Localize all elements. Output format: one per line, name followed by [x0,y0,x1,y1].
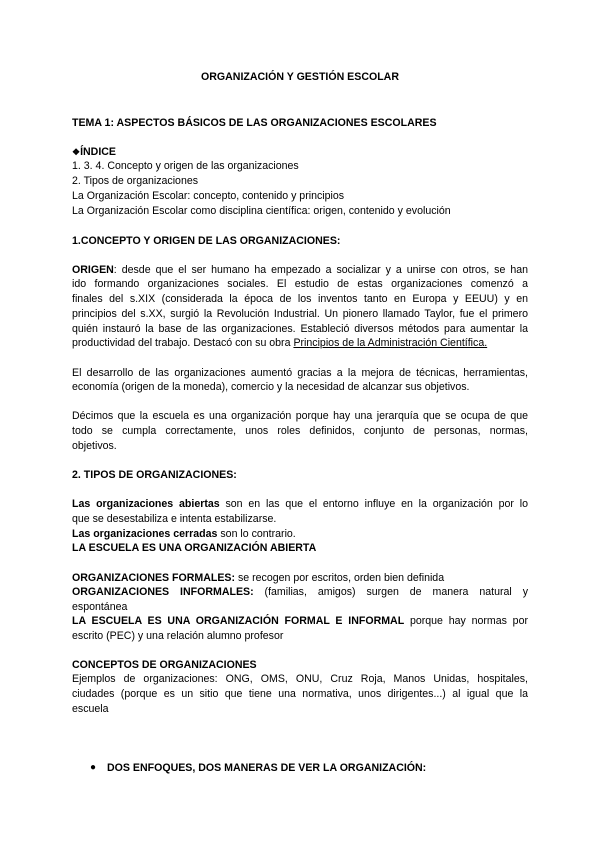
informales-line: espontánea [72,601,128,613]
indice-item: 2. Tipos de organizaciones [72,175,199,187]
cerradas-term: Las organizaciones cerradas [72,528,218,540]
conceptos-line: escuela [72,703,109,715]
informales-line [72,585,528,599]
desarrollo-line: economía (origen de la moneda), comercio y la necesidad de alcanzar sus objetivos. [72,381,470,393]
origen-lead: ORIGEN [72,264,114,276]
conceptos-line: ciudades (porque es un sitio que tiene una normativa, unos dirigentes...) al igual que la [72,688,528,700]
origen-line: quién instauró la base de las organizaciones. Estableció diversos métodos para aumentar la [72,323,528,335]
section1-heading: 1.CONCEPTO Y ORIGEN DE LAS ORGANIZACIONES: [72,235,341,247]
escuela-formal-statement: LA ESCUELA ES UNA ORGANIZACIÓN FORMAL E INFORMAL [72,615,405,627]
escuela-line: todo se cumpla correctamente, unos roles definidos, conjunto de personas, normas, [72,425,528,437]
origen-line: principios del s.XX, surgió la Revolución Industrial. Un pionero llamado Taylor, fue el primero [72,308,528,320]
bullet-heading: DOS ENFOQUES, DOS MANERAS DE VER LA ORGANIZACIÓN: [107,762,427,774]
indice-item: La Organización Escolar: concepto, contenido y principios [72,190,345,202]
origen-text: : desde que el ser humano ha empezado a socializar y a unirse con otros, se han [113,264,528,276]
escuela-formal-text: porque hay normas por [404,615,528,627]
document-title: ORGANIZACIÓN Y GESTIÓN ESCOLAR [201,71,399,83]
indice-heading-text: ÍNDICE [80,146,116,158]
formales-term: ORGANIZACIONES FORMALES: [72,572,236,584]
formales-text: se recogen por escritos, orden bien definida [235,572,445,584]
escuela-formal-line [72,614,528,628]
obra-title-link[interactable]: Principios de la Administración Científica. [293,337,488,349]
abiertas-text: son en las que el entorno influye en la organización por lo [219,498,528,510]
conceptos-line: Ejemplos de organizaciones: ONG, OMS, ONU, Cruz Roja, Manos Unidas, hospitales, [72,673,528,685]
origen-line: finales del s.XIX (considerada la época de los inventos tanto en Europa y EEUU) y en [72,293,528,305]
section2-heading: 2. TIPOS DE ORGANIZACIONES: [72,469,237,481]
indice-item: 1. 3. 4. Concepto y origen de las organizaciones [72,160,299,172]
diamond-bullet-icon: ❖ [72,147,81,157]
conceptos-heading: CONCEPTOS DE ORGANIZACIONES [72,659,257,671]
tema-heading: TEMA 1: ASPECTOS BÁSICOS DE LAS ORGANIZACIONES ESCOLARES [72,117,437,129]
formales-line [72,571,528,585]
escuela-abierta-statement: LA ESCUELA ES UNA ORGANIZACIÓN ABIERTA [72,542,317,554]
informales-text: (familias, amigos) surgen de manera natural y [253,586,528,598]
abiertas-line [72,497,528,511]
indice-item: La Organización Escolar como disciplina científica: origen, contenido y evolución [72,205,451,217]
informales-term: ORGANIZACIONES INFORMALES: [72,586,254,598]
escuela-line: objetivos. [72,440,117,452]
origen-text: productividad del trabajo. Destacó con su obra [72,337,294,349]
escuela-line: Décimos que la escuela es una organización porque hay una jerarquía que se ocupa de que [72,410,528,422]
origen-line [72,336,528,350]
desarrollo-line: El desarrollo de las organizaciones aumentó gracias a la mejora de técnicas, herramientas, [72,367,528,379]
abiertas-term: Las organizaciones abiertas [72,498,220,510]
indice-heading [72,145,528,159]
cerradas-text: son lo contrario. [217,528,296,540]
origen-line: ido formando organizaciones sociales. El estudio de estas organizaciones comenzó a [72,278,528,290]
bullet-dot-icon: ● [90,762,97,773]
abiertas-line: que se desestabiliza e intenta estabilizarse. [72,513,277,525]
cerradas-line [72,527,528,541]
origen-line [72,263,528,277]
escuela-formal-line: escrito (PEC) y una relación alumno profesor [72,630,284,642]
